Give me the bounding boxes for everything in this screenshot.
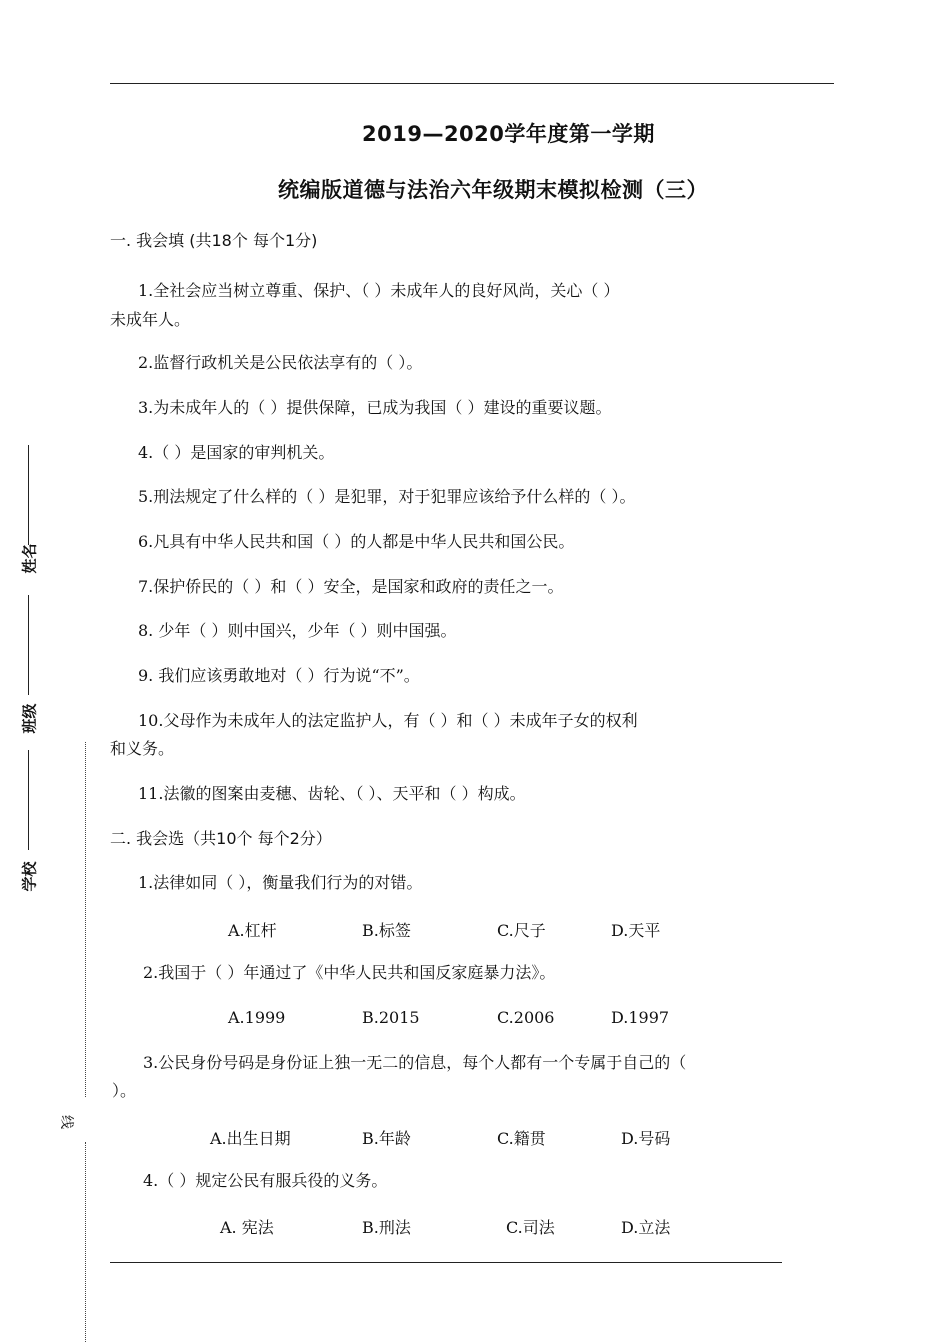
school-label: 学校 <box>20 861 39 892</box>
s1-item-6: 6.凡具有中华人民共和国（ ）的人都是中华人民共和国公民。 <box>138 532 575 551</box>
binding-line-char: 线 <box>58 1115 74 1129</box>
s2-q2-option-d: D.1997 <box>611 1008 670 1027</box>
s1-item-8: 8. 少年（ ）则中国兴，少年（ ）则中国强。 <box>138 621 457 640</box>
s2-q2-option-b: B.2015 <box>362 1008 420 1027</box>
s2-q4-option-d: D.立法 <box>621 1218 671 1237</box>
binding-dotted-line-lower <box>85 1142 86 1342</box>
s1-item-9: 9. 我们应该勇敢地对（ ）行为说“不”。 <box>138 666 420 685</box>
s1-item-1: 1.全社会应当树立尊重、保护、（ ）未成年人的良好风尚，关心（ ） <box>138 281 620 300</box>
class-school-line <box>28 750 29 850</box>
s2-q3-option-b: B.年龄 <box>362 1129 411 1148</box>
s2-q1-option-d: D.天平 <box>611 921 661 940</box>
section1-heading: 一. 我会填 (共18个 每个1分) <box>110 231 318 250</box>
s1-item-1-cont: 未成年人。 <box>110 310 191 329</box>
s1-item-3: 3.为未成年人的（ ）提供保障，已成为我国（ ）建设的重要议题。 <box>138 398 612 417</box>
s1-item-7: 7.保护侨民的（ ）和（ ）安全，是国家和政府的责任之一。 <box>138 577 564 596</box>
section2-heading: 二. 我会选（共10个 每个2分） <box>110 829 332 848</box>
s2-q3-option-c: C.籍贯 <box>497 1129 546 1148</box>
class-label: 班级 <box>20 703 39 734</box>
s1-item-11: 11.法徽的图案由麦穗、齿轮、（ ）、天平和（ ）构成。 <box>138 784 526 803</box>
title-line2: 统编版道德与法治六年级期末模拟检测（三） <box>278 178 708 202</box>
s2-q4-option-a: A. 宪法 <box>220 1218 274 1237</box>
s2-q2-option-c: C.2006 <box>497 1008 555 1027</box>
s2-q4-option-c: C.司法 <box>506 1218 555 1237</box>
s2-q1-option-a: A.杠杆 <box>228 921 277 940</box>
s2-q1-option-c: C.尺子 <box>497 921 546 940</box>
s2-q3-option-a: A.出生日期 <box>210 1129 291 1148</box>
bottom-rule <box>110 1262 782 1263</box>
s2-q4-option-b: B.刑法 <box>362 1218 411 1237</box>
s2-q3-stem: 3.公民身份号码是身份证上独一无二的信息，每个人都有一个专属于自己的（ <box>143 1053 687 1072</box>
s1-item-5: 5.刑法规定了什么样的（ ）是犯罪，对于犯罪应该给予什么样的（ ）。 <box>138 487 636 506</box>
title-line1: 2019—2020学年度第一学期 <box>362 122 655 146</box>
name-underline <box>28 445 29 545</box>
s2-q4-stem: 4.（ ）规定公民有服兵役的义务。 <box>143 1171 388 1190</box>
name-label: 姓名 <box>20 543 39 574</box>
s2-q3-stem-cont: ）。 <box>112 1081 137 1100</box>
name-class-line <box>28 595 29 695</box>
s1-item-4: 4.（ ）是国家的审判机关。 <box>138 443 335 462</box>
s2-q1-stem: 1.法律如同（ ），衡量我们行为的对错。 <box>138 873 423 892</box>
s2-q1-option-b: B.标签 <box>362 921 411 940</box>
s1-item-10: 10.父母作为未成年人的法定监护人，有（ ）和（ ）未成年子女的权利 <box>138 711 638 730</box>
s2-q2-option-a: A.1999 <box>228 1008 286 1027</box>
binding-dotted-line-upper <box>85 742 86 1097</box>
s1-item-10-cont: 和义务。 <box>110 739 175 758</box>
top-rule <box>110 83 834 84</box>
s2-q3-option-d: D.号码 <box>621 1129 671 1148</box>
s1-item-2: 2.监督行政机关是公民依法享有的（ ）。 <box>138 353 423 372</box>
s2-q2-stem: 2.我国于（ ）年通过了《中华人民共和国反家庭暴力法》。 <box>143 963 556 982</box>
